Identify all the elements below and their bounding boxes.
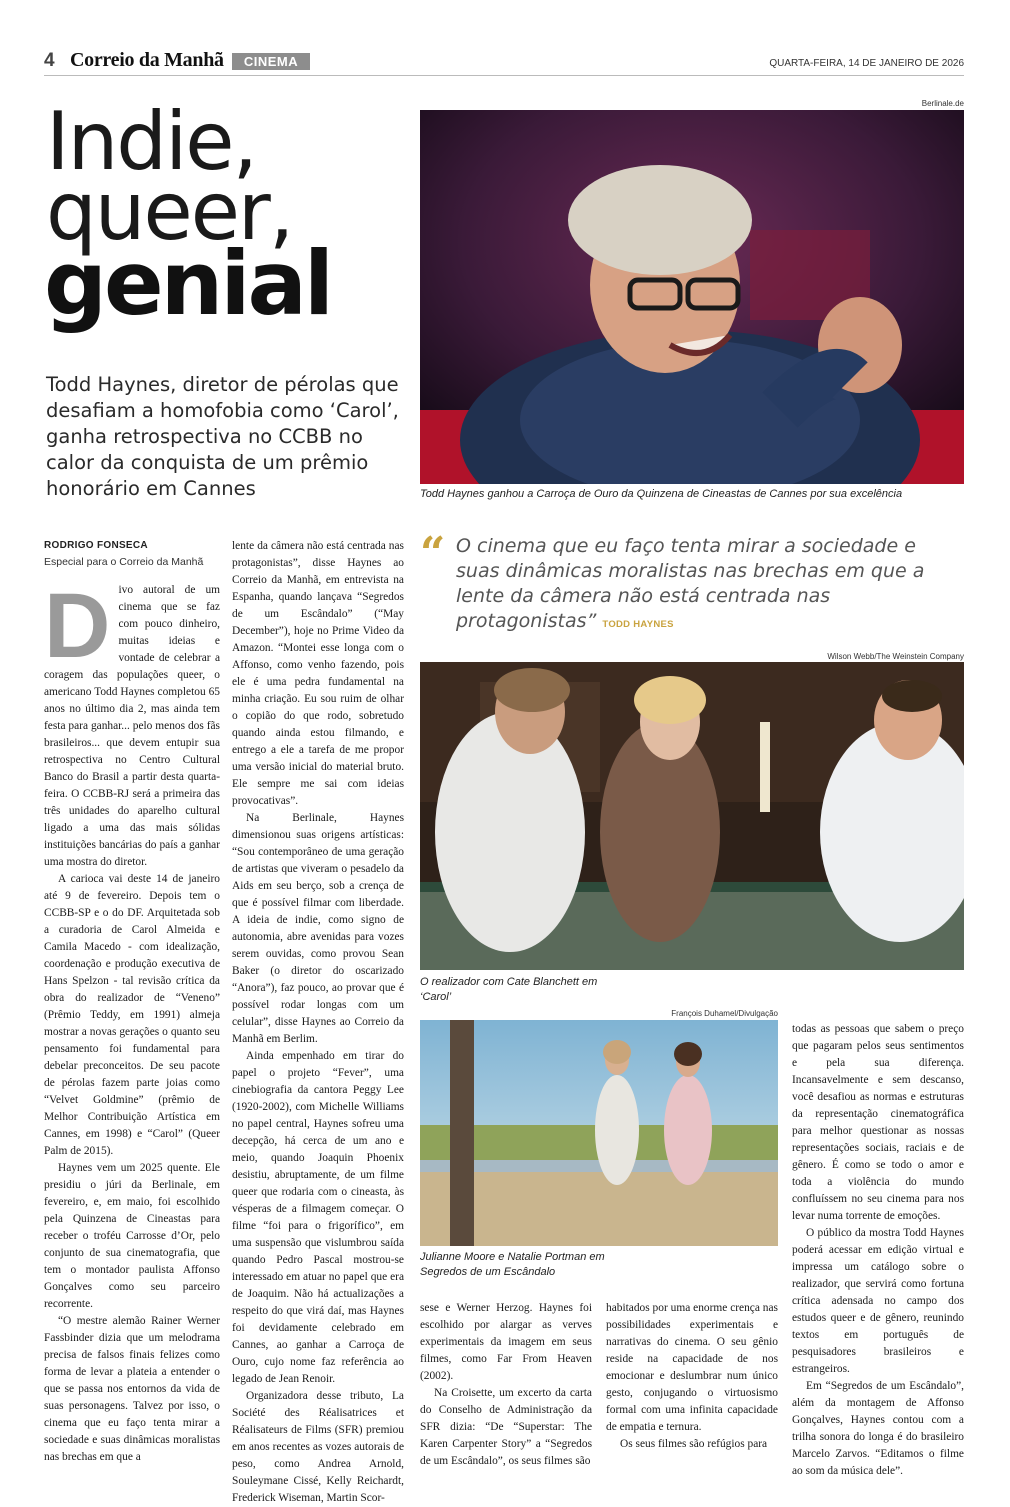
paragraph: “O mestre alemão Rainer Werner Fassbinder dizia que um melodrama precisa de falsos finais felizes como forma de levar a plateia a entender o que se passa nos entornos da vida de suas personagens. Talvez por isso, o cinema que eu faço tenta mirar a sociedade e suas dinâmicas moralistas nas brechas em que a — [44, 1315, 220, 1463]
pull-quote-text: O cinema que eu faço tenta mirar a sociedade e suas dinâmicas moralistas nas brechas em que a lente da câmera não está centrada nas protagonistas” — [456, 535, 925, 632]
page-number: 4 — [44, 50, 55, 71]
pull-quote-author: TODD HAYNES — [602, 619, 674, 630]
photo-todd-haynes-portrait — [420, 110, 964, 484]
article-column-5 — [792, 1021, 964, 1480]
section-label: CINEMA — [232, 53, 310, 70]
photo-credit-2: Wilson Webb/The Weinstein Company — [827, 652, 964, 661]
headline-line-3: genial — [44, 232, 332, 335]
pull-quote — [456, 534, 956, 634]
paragraph: todas as pessoas que sabem o preço que pagaram pelos seus sentimentos e pela sua diferença. Incansavelmente e sem descanso, você desafiou as normas e estruturas da representação cinematográfica para melhor questionar as nossas representações sociais, raciais e de gênero. É como se todo o amor e toda a violência do mundo confluíssem no seu cinema para nos levar numa torrente de emoções. — [792, 1023, 964, 1222]
paragraph: Haynes vem um 2025 quente. Ele presidiu o júri da Berlinale, em fevereiro, e, em maio, foi escolhido pela Quinzena de Cineastas para receber o troféu Carrosse d’Or, pelo conjunto de sua cinematografia, que tem o montador paulista Affonso Gonçalves como seu parceiro recorrente. — [44, 1162, 220, 1310]
byline-author: RODRIGO FONSECA — [44, 540, 148, 551]
photo-segredos-escandalo — [420, 1020, 778, 1246]
paragraph: lente da câmera não está centrada nas protagonistas”, disse Haynes ao Correio da Manhã, em entrevista na Espanha, quando lançava “Segredos de um Escândalo” (“May December”), hoje no Prime Video da Amazon. “Montei esse longa com o Affonso, como venho fazendo, pois ele é uma pedra fundamental na minha criação. Eu sou ruim de olhar o copião do que rodo, sobretudo quando ainda estou filmando, e entrego a ele a tarefa de me propor uma versão inicial do material bruto. Ele sempre me sai com ideias provocativas”. — [232, 540, 404, 807]
photo-credit-1: Berlinale.de — [921, 99, 964, 108]
paragraph: Ainda empenhado em tirar do papel o projeto “Fever”, uma cinebiografia da cantora Peggy Lee (1920-2002), com Michelle Williams no papel central, Haynes sofreu uma decepção, há cerca de um ano e meio, quando Joaquin Phoenix desistiu, abruptamente, de um filme queer que rodaria com o cineasta, às vésperas de a filmagem começar. O filme “foi para o frigorífico”, em uma suspensão que vislumbrou saída quando Pedro Pascal mostrou-se interessado em atuar no papel que era de Joaquim. Não há actualizações a respeito do que virá daí, mas Haynes foi devidamente celebrado em Cannes, ao ganhar a Carroça de Ouro, cujo nome faz referência ao legado de Jean Renoir. — [232, 1050, 404, 1385]
paragraph: Organizadora desse tributo, La Société des Réalisatrices et Réalisateurs de Films (SFR) premiou em anos recentes as vozes autorais de peso, como Andrea Arnold, Souleymane Cissé, Kelly Reichardt, Frederick Wiseman, Martin Scor- — [232, 1390, 404, 1504]
paragraph: ivo autoral de um cinema que se faz com pouco dinheiro, muitas ideias e vontade de celebrar a coragem das populações queer, o americano Todd Haynes completou 65 anos no último dia 2, mas ainda tem festa para ganhar... pelo menos dos fãs brasileiros... que devem entupir sua retrospectiva no Centro Cultural Banco do Brasil a partir desta quarta-feira. O CCBB-RJ será a primeira das três unidades do aparelho cultural ligado a uma das mais sólidas instituições bancárias do país a ganhar uma mostra do diretor. — [44, 584, 220, 868]
headline-line-2: queer, — [46, 165, 293, 258]
paragraph: O público da mostra Todd Haynes poderá acessar em edição virtual e impressa um catálogo sobre o realizador, que servirá como fortuna crítica adensada no campo dos estudos queer e de gênero, reunindo textos em português de pesquisadores brasileiros e estrangeiros. — [792, 1227, 964, 1375]
drop-cap: D — [44, 575, 111, 677]
photo-caption-1: Todd Haynes ganhou a Carroça de Ouro da Quinzena de Cineastas de Cannes por sua excelência — [420, 488, 903, 500]
paragraph: sese e Werner Herzog. Haynes foi escolhido por alargar as verves experimentais da imagem em seus filmes, como Far From Heaven (2002). — [420, 1302, 592, 1382]
portrait-illustration — [420, 110, 964, 484]
paragraph: Em “Segredos de um Escândalo”, além da montagem de Affonso Gonçalves, Haynes contou com a trilha sonora do longa é do brasileiro Marcelo Zarvos. “Editamos o filme ao som da música dele”. — [792, 1380, 964, 1477]
photo-carol-set — [420, 662, 964, 970]
photo-caption-2: O realizador com Cate Blanchett em ‘Carol’ — [420, 976, 598, 1003]
paragraph: A carioca vai deste 14 de janeiro até 9 de fevereiro. Depois tem o CCBB-SP e o do DF. Arquitetada sob a curadoria de Carol Almeida e Camila Macedo - com idealização, coordenação e produção executiva de Hans Spelzon - tal revisão crítica da obra do realizador de “Veneno” (Prêmio Teddy, em 1991) almeja mostrar a novas gerações o quanto seu pensamento foi fundamental para debelar preconceitos. De seu pacote de pérolas fazem parte joias como “Velvet Goldmine” (prêmio de Melhor Contribuição Artística em Cannes, em 1998) e “Carol” (Queer Palm de 2015). — [44, 873, 220, 1157]
photo-credit-3: François Duhamel/Divulgação — [671, 1009, 778, 1018]
headline-line-1: Indie, — [46, 95, 256, 188]
article-column-4 — [606, 1300, 778, 1453]
paragraph: Os seus filmes são refúgios para — [620, 1438, 768, 1450]
article-column-3 — [420, 1300, 592, 1470]
photo-caption-3: Julianne Moore e Natalie Portman em Segredos de um Escândalo — [420, 1251, 605, 1278]
paragraph: Na Berlinale, Haynes dimensionou suas origens artísticas: “Sou contemporâneo de uma geração de artistas que viveram o pesadelo da Aids em seu berço, sob a crença de que é possível filmar com liberdade. A ideia de indie, como signo de autonomia, abre avenidas para vozes serem ouvidas, como provou Sean Baker (o diretor do oscarizado “Anora”), faz pouco, ao provar que é possível rodar longas com um celular”, disse Haynes ao Correio da Manhã em Berlim. — [232, 812, 404, 1045]
paragraph: Na Croisette, um excerto da carta do Conselho de Administração da SFR dizia: “De “Superstar: The Karen Carpenter Story” a “Segredos de um Escândalo”, os seus filmes são — [420, 1387, 592, 1467]
issue-date: QUARTA-FEIRA, 14 DE JANEIRO DE 2026 — [769, 58, 964, 69]
article-column-2 — [232, 538, 404, 1507]
paragraph: habitados por uma enorme crença nas possibilidades experimentais e narrativas do cinema. O seu gênio reside na capacidade de nos emocionar e deslumbrar num único gesto, conjugando o virtuosismo formal com uma infinita capacidade de empatia e ternura. — [606, 1302, 778, 1433]
article-column-1 — [44, 575, 220, 1466]
newspaper-name: Correio da Manhã — [70, 49, 224, 71]
quote-mark-icon: “ — [420, 528, 446, 579]
byline-role: Especial para o Correio da Manhã — [44, 556, 204, 568]
header-divider — [44, 75, 964, 76]
subheadline: Todd Haynes, diretor de pérolas que desafiam a homofobia como ‘Carol’, ganha retrospectiva no CCBB no calor da conquista de um prêmio honorário em Cannes — [46, 373, 399, 500]
carol-set-illustration — [420, 662, 964, 970]
segredos-illustration — [420, 1020, 778, 1246]
